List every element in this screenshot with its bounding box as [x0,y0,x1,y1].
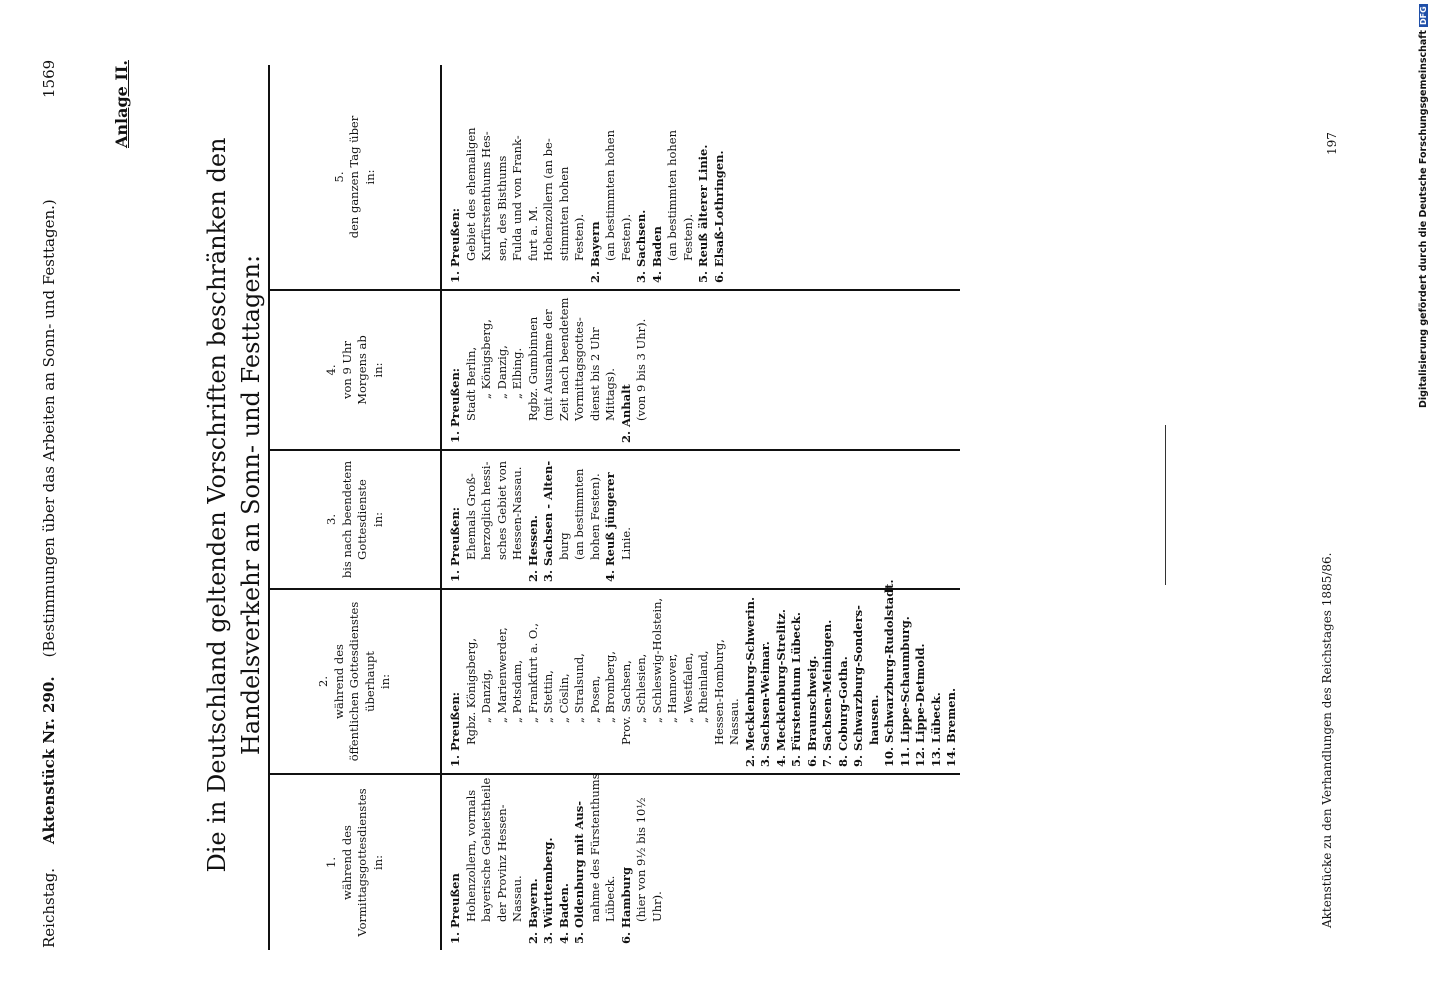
list-item: sen, des Bisthums [494,155,509,261]
list-item: 1. Preußen: [448,691,462,767]
list-item: Hohenzollern (an be- [541,138,555,261]
list-item: Hessen-Homburg, [711,639,726,745]
list-item: „ Stralsund, [572,653,586,723]
list-item: 1. Preußen: [448,207,462,283]
list-item: 5. Fürstenthum Lübeck. [789,612,803,767]
list-item: (hier von 9½ bis 10½ [634,797,648,922]
list-item: burg [556,532,571,560]
header-parliament: Reichstag. [40,867,58,948]
regulations-table [268,65,1112,950]
list-item: „ Königsberg, [479,319,493,399]
list-item: Kurfürstenthums Hes- [479,131,493,261]
list-item: Nassau. [727,698,741,745]
list-item: Rgbz. Königsberg, [463,638,478,745]
list-item: Uhr). [649,891,664,922]
list-item: „ Posen, [587,675,602,723]
list-item: „ Danzig, [494,345,509,399]
list-item: 1. Preußen [448,873,462,944]
list-item: „ Schlesien, [634,653,648,723]
column-3-cell [441,450,960,589]
list-item: 2. Hessen. [525,515,540,582]
list-item: (an bestimmten [572,468,586,560]
list-item: Hohenzollern, vormals [463,789,478,922]
page-title: Die in Deutschland geltenden Vorschriften beschränken den Handelsverkehr an Sonn- und Festtagen: [203,137,265,873]
list-item: 2. Mecklenburg-Schwerin. [742,596,757,767]
list-item: bayerische Gebietstheile [479,777,493,922]
list-item: (von 9 bis 3 Uhr). [634,318,648,421]
list-item: (mit Ausnahme der [541,309,555,421]
column-header-4: 4. von 9 Uhr Morgens ab in: [270,290,441,450]
list-item: 14. Bremen. [944,688,958,767]
page-number: 1569 [40,59,58,98]
list-item: 5. Oldenburg mit Aus- [572,800,586,944]
running-header [40,48,58,948]
list-item: 6. Elsaß-Lothringen. [711,150,726,283]
list-item: „ Hannover, [665,653,679,723]
list-item: dienst bis 2 Uhr [587,327,602,421]
footer-signature: 197 [1325,132,1339,155]
list-item: „ Schleswig-Holstein, [649,597,664,723]
dfg-logo: DFG [1419,6,1428,26]
footer-text: Aktenstücke zu den Verhandlungen des Reichstages 1885/86. [1320,552,1334,928]
list-item: „ Stettin, [541,670,555,723]
list-item: Festen). [680,213,695,261]
list-item: 6. Braunschweig. [804,655,819,767]
list-item: 1. Preußen: [448,506,462,582]
list-item: Gebiet des ehemaligen [463,127,478,261]
list-item: 9. Schwarzburg-Sonders- [851,605,865,767]
list-item: Hessen-Nassau. [510,466,524,560]
list-item: 8. Coburg-Gotha. [835,656,850,767]
list-item: Prov. Sachsen, [618,660,633,745]
list-item: 4. Mecklenburg-Strelitz. [773,609,788,767]
list-item: 3. Sachsen - Alten- [541,460,555,582]
list-item: „ Marienwerder, [494,627,509,723]
list-item: Festen). [572,213,586,261]
list-item: „ Cöslin, [556,673,571,723]
column-1-cell [441,774,960,950]
list-item: stimmten hohen [556,166,571,261]
list-item: Linie. [618,527,633,560]
list-item: Lübeck. [603,875,617,922]
list-item: Vormittagsgottes- [572,317,586,421]
list-item: 3. Württemberg. [541,837,555,944]
list-item: 4. Baden. [556,883,571,944]
list-item: (an bestimmten hohen [603,129,617,261]
list-item: 2. Anhalt [618,384,633,443]
list-item: 4. Baden [649,226,664,283]
list-item: „ Danzig, [479,669,493,723]
list-item: „ Potsdam, [510,659,524,723]
list-item: hohen Festen). [587,473,602,560]
list-item: Ehemals Groß- [463,473,478,560]
column-2-cell [441,579,960,774]
list-item: hausen. [866,694,881,745]
column-header-3: 3. bis nach beendetem Gottesdienste in: [270,450,441,589]
column-5-cell [441,65,960,290]
list-item: (an bestimmten hohen [665,129,679,261]
list-item: Fulda und von Frank- [510,135,524,261]
column-header-2: 2. während des öffentlichen Gottesdienstes überhaupt in: [270,589,441,774]
list-item: 5. Reuß älterer Linie. [696,144,710,283]
list-item: Stadt Berlin, [463,346,478,421]
column-header-1: 1. während des Vormittagsgottesdienstes in: [270,774,441,950]
header-subject: (Bestimmungen über das Arbeiten an Sonn- und Festtagen.) [40,199,58,658]
list-item: 2. Bayern. [525,878,540,944]
column-header-5: 5. den ganzen Tag über in: [270,65,441,290]
list-item: 2. Bayern [587,221,602,283]
anlage-label: Anlage II. [112,60,131,148]
list-item: nahme des Fürstenthums [587,773,602,922]
list-item: 1. Preußen: [448,367,462,443]
list-item: sches Gebiet von [494,460,509,560]
list-item: 7. Sachsen-Meiningen. [820,619,834,767]
list-item: der Provinz Hessen- [494,804,509,922]
list-item: Festen). [618,213,633,261]
list-item: 3. Sachsen-Weimar. [758,641,772,767]
list-item: 6. Hamburg [618,867,633,944]
list-item: furt a. M. [525,205,540,261]
column-4-cell [441,290,960,450]
list-item: 10. Schwarzburg-Rudolstadt. [882,579,896,767]
list-item: 3. Sachsen. [634,209,648,283]
list-item: „ Rheinland, [696,650,710,723]
list-item: 11. Lippe-Schaumburg. [897,616,912,767]
list-item: „ Frankfurt a. O., [525,623,540,723]
list-item: herzoglich hessi- [479,461,493,560]
list-item: „ Westfalen, [680,652,695,723]
divider [1165,425,1166,585]
list-item: Rgbz. Gumbinnen [525,316,540,421]
list-item: 13. Lübeck. [928,692,943,767]
list-item: 12. Lippe-Detmold. [913,643,927,767]
dfg-credit: Digitalisierung gefördert durch die Deutsche ForschungsgemeinschaftDFG [1418,6,1429,408]
list-item: 4. Reuß jüngerer [603,472,617,582]
header-aktenstueck: Aktenstück Nr. 290. [40,676,58,845]
list-item: Nassau. [510,875,524,922]
list-item: Zeit nach beendetem [556,297,571,421]
list-item: „ Bromberg, [603,650,617,723]
list-item: Mittags). [603,368,617,421]
list-item: „ Elbing. [510,347,524,399]
